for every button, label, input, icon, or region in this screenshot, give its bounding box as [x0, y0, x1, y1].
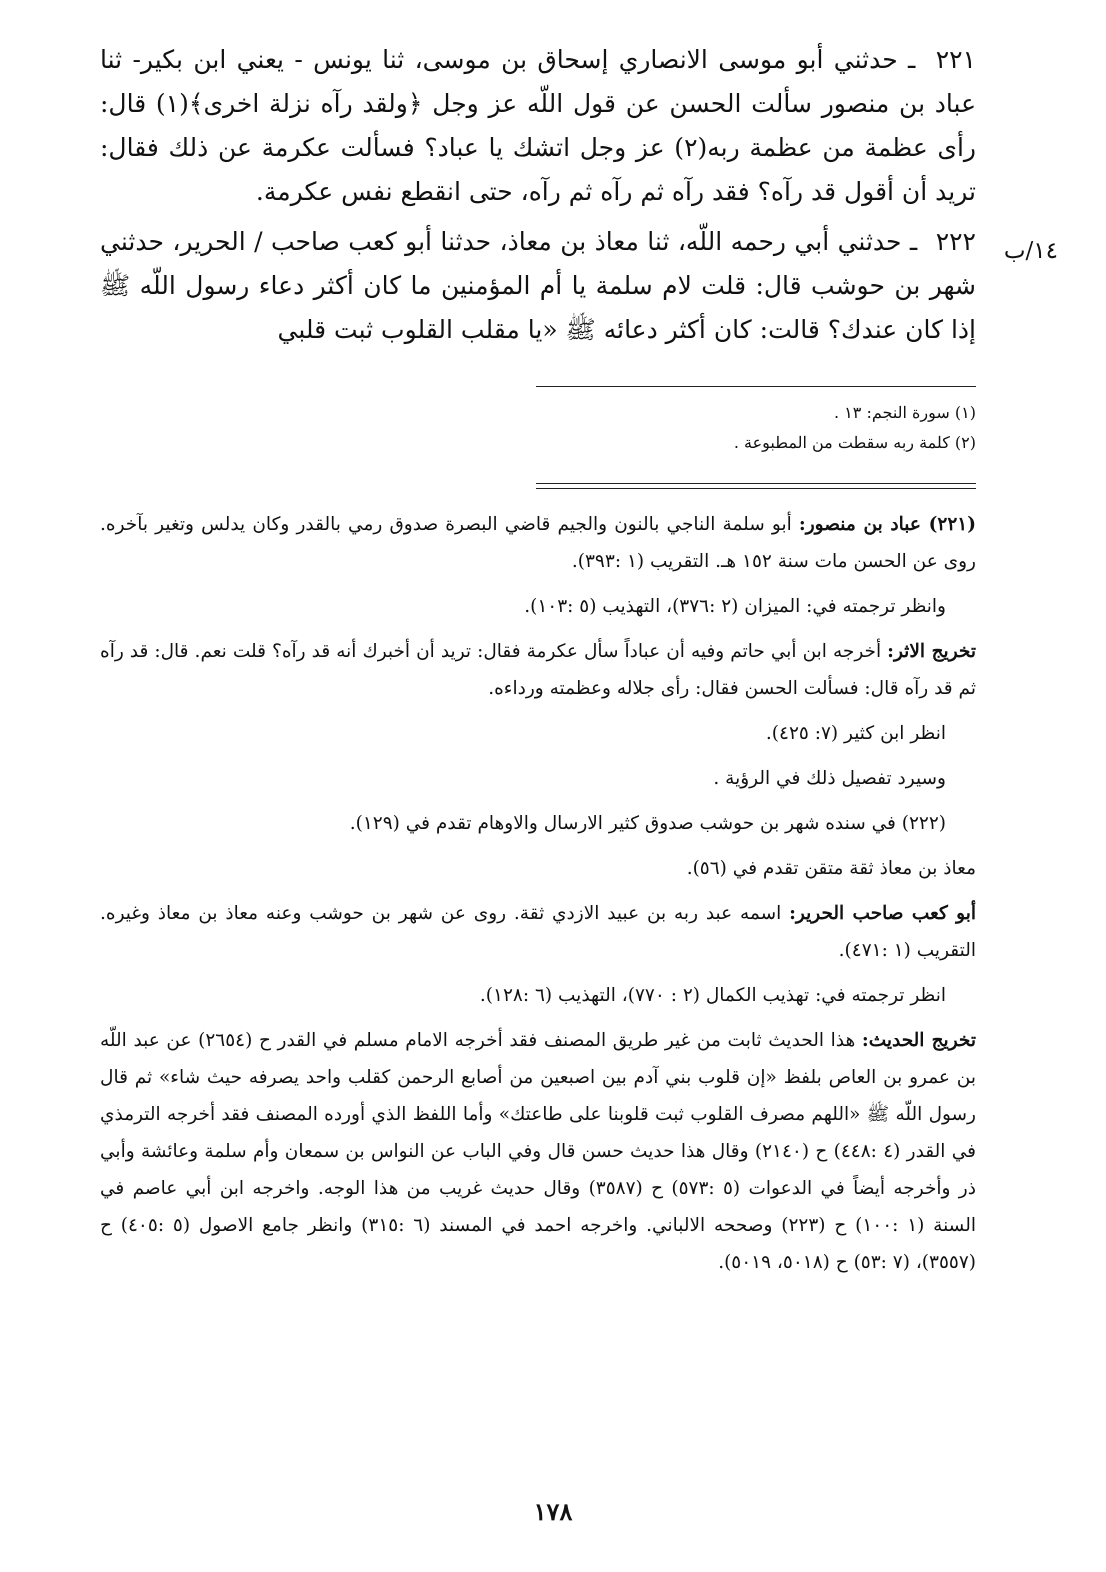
hadith-number: ٢٢٢	[935, 227, 976, 256]
commentary-text: وانظر ترجمته في: الميزان (٢ :٣٧٦)، التهذيب (٥ :١٠٣).	[524, 596, 946, 617]
commentary-divider	[536, 483, 976, 489]
commentary-paragraph	[100, 760, 976, 797]
commentary-paragraph	[100, 977, 976, 1014]
footnote: (٢) كلمة ربه سقطت من المطبوعة .	[733, 433, 976, 452]
commentary-paragraph	[100, 850, 976, 887]
footnote: (١) سورة النجم: ١٣ .	[834, 403, 976, 422]
manuscript-folio-marker: ١٤/ب	[1003, 238, 1058, 264]
commentary-text: اسمه عبد ربه بن عبيد الازدي ثقة. روى عن شهر بن حوشب وعنه معاذ بن معاذ وغيره. التقريب (١ :٤٧١).	[100, 903, 976, 961]
footnote-divider	[536, 386, 976, 387]
commentary-paragraph	[100, 633, 976, 707]
commentary-heading: (٢٢١) عباد بن منصور:	[798, 514, 976, 535]
commentary-heading: تخريج الاثر:	[887, 641, 976, 662]
commentary-text: أبو سلمة الناجي بالنون والجيم قاضي البصرة صدوق رمي بالقدر وكان يدلس وتغير بآخره. روى عن الحسن مات سنة ١٥٢ هـ. التقريب (١ :٣٩٣).	[100, 514, 976, 572]
footnotes	[536, 398, 976, 458]
commentary-paragraph	[100, 588, 976, 625]
hadith-text: ـ حدثني أبي رحمه اللّه، ثنا معاذ بن معاذ، حدثنا أبو كعب صاحب / الحرير، حدثني شهر بن حوشب قال: قلت لام سلمة يا أم المؤمنين ما كان أكثر دعاء رسول اللّه ﷺ إذا كان عندك؟ قالت: كان أكثر دعائه ﷺ «يا مقلب القلوب ثبت قلبي	[100, 227, 976, 344]
commentary-text: (٢٢٢) في سنده شهر بن حوشب صدوق كثير الارسال والاوهام تقدم في (١٢٩).	[349, 813, 946, 834]
commentary-heading: تخريج الحديث:	[861, 1030, 977, 1051]
commentary-paragraph	[100, 506, 976, 580]
commentary-paragraph	[100, 805, 976, 842]
hadith-221	[100, 38, 976, 214]
commentary-paragraph	[100, 895, 976, 969]
main-text	[100, 38, 976, 358]
page-number: ١٧٨	[533, 1497, 573, 1526]
commentary-heading: أبو كعب صاحب الحرير:	[789, 903, 977, 924]
commentary-text: وسيرد تفصيل ذلك في الرؤية .	[713, 768, 946, 789]
hadith-number: ٢٢١	[935, 45, 976, 74]
commentary-paragraph	[100, 1022, 976, 1281]
hadith-text: ـ حدثني أبو موسى الانصاري إسحاق بن موسى، ثنا يونس - يعني ابن بكير- ثنا عباد بن منصور سألت الحسن عن قول اللّه عز وجل ﴿ولقد رآه نزلة اخرى﴾(١) قال: رأى عظمة من عظمة ربه(٢) عز وجل اتشك يا عباد؟ فسألت عكرمة عن ذلك فقال: تريد أن أقول قد رآه؟ فقد رآه ثم رآه ثم رآه، حتى انقطع نفس عكرمة.	[100, 45, 977, 206]
commentary-text: معاذ بن معاذ ثقة متقن تقدم في (٥٦).	[686, 858, 976, 879]
commentary-text: انظر ترجمته في: تهذيب الكمال (٢ : ٧٧٠)، التهذيب (٦ :١٢٨).	[479, 985, 946, 1006]
commentary-paragraph	[100, 715, 976, 752]
commentary-text: أخرجه ابن أبي حاتم وفيه أن عباداً سأل عكرمة فقال: تريد أن أخبرك أنه قد رآه؟ قلت نعم. قال: قد رآه ثم قد رآه قال: فسألت الحسن فقال: رأى جلاله وعظمته ورداءه.	[100, 641, 976, 699]
commentary	[100, 506, 976, 1289]
hadith-222	[100, 220, 976, 352]
commentary-text: هذا الحديث ثابت من غير طريق المصنف فقد أخرجه الامام مسلم في القدر ح (٢٦٥٤) عن عبد اللّه بن عمرو بن العاص بلفظ «إن قلوب بني آدم بين اصبعين من أصابع الرحمن كقلب واحد يصرفه حيث شاء» ثم قال رسول اللّه ﷺ «اللهم مصرف القلوب ثبت قلوبنا على طاعتك» وأما اللفظ الذي أورده المصنف فقد أخرجه الترمذي في القدر (٤ :٤٤٨) ح (٢١٤٠) وقال هذا حديث حسن قال وفي الباب عن النواس بن سمعان وأم سلمة وعائشة وأبي ذر وأخرجه أيضاً في الدعوات (٥ :٥٧٣) ح (٣٥٨٧) وقال حديث غريب من هذا الوجه. واخرجه ابن أبي عاصم في السنة (١ :١٠٠) ح (٢٢٣) وصححه الالباني. واخرجه احمد في المسند (٦ :٣١٥) وانظر جامع الاصول (٥ :٤٠٥) ح (٣٥٥٧)، (٧ :٥٣) ح (٥٠١٨، ٥٠١٩).	[100, 1030, 976, 1273]
commentary-text: انظر ابن كثير (٧: ٤٢٥).	[765, 723, 946, 744]
